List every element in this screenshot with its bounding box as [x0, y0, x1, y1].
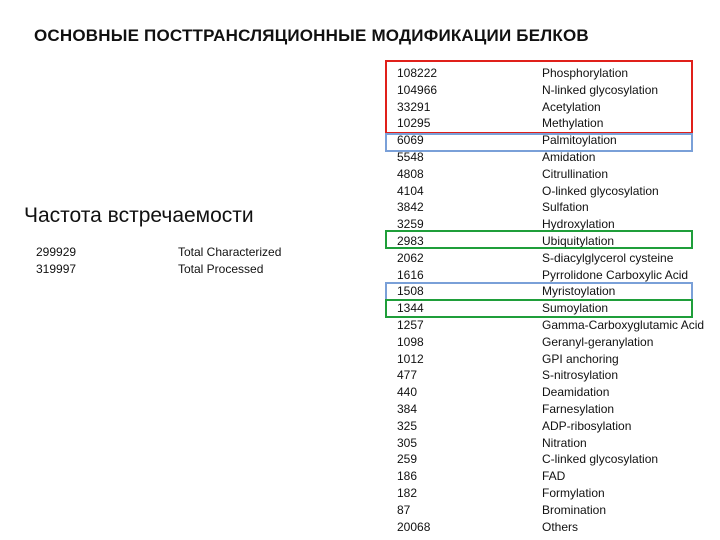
- modification-name: Sulfation: [542, 200, 589, 215]
- modification-name: C-linked glycosylation: [542, 452, 659, 467]
- total-row-processed: [36, 261, 296, 278]
- modification-count: 1508: [397, 284, 424, 299]
- modification-row: [397, 283, 720, 300]
- modification-count: 6069: [397, 133, 424, 148]
- modification-count: 4104: [397, 183, 424, 198]
- modification-row: [397, 418, 720, 435]
- modification-count: 33291: [397, 99, 431, 114]
- frequency-subtitle: Частота встречаемости: [24, 204, 254, 227]
- modification-row: [397, 132, 720, 149]
- modification-row: [397, 166, 720, 183]
- modification-count: 10295: [397, 116, 431, 131]
- modification-name: Hydroxylation: [542, 217, 615, 232]
- modification-count: 4808: [397, 166, 424, 181]
- modification-row: [397, 183, 720, 200]
- modification-count: 2062: [397, 250, 424, 265]
- modification-count: 1616: [397, 267, 424, 282]
- modification-row: [397, 451, 720, 468]
- modification-count: 87: [397, 502, 411, 517]
- total-label: Total Processed: [178, 262, 264, 276]
- modification-name: Ubiquitylation: [542, 233, 615, 248]
- modification-row: [397, 233, 720, 250]
- modification-count: 259: [397, 452, 418, 467]
- modification-count: 477: [397, 368, 418, 383]
- modification-count: 1012: [397, 351, 424, 366]
- modification-row: [397, 519, 720, 536]
- modification-name: Acetylation: [542, 99, 601, 114]
- modification-name: Pyrrolidone Carboxylic Acid: [542, 267, 689, 282]
- total-row-characterized: [36, 244, 296, 261]
- modification-name: S-nitrosylation: [542, 368, 619, 383]
- modification-name: Formylation: [542, 485, 605, 500]
- modification-row: [397, 199, 720, 216]
- modification-name: Nitration: [542, 435, 587, 450]
- modification-name: Citrullination: [542, 166, 609, 181]
- modification-row: [397, 65, 720, 82]
- modification-count: 5548: [397, 149, 424, 164]
- modification-row: [397, 267, 720, 284]
- modification-row: [397, 250, 720, 267]
- modification-row: [397, 367, 720, 384]
- modification-row: [397, 82, 720, 99]
- modification-row: [397, 334, 720, 351]
- modification-count: 108222: [397, 66, 438, 80]
- modification-count: 104966: [397, 82, 438, 97]
- modification-count: 305: [397, 435, 418, 450]
- modification-count: 186: [397, 469, 418, 484]
- modification-name: GPI anchoring: [542, 351, 619, 366]
- modification-name: Phosphorylation: [542, 66, 629, 80]
- total-label: Total Characterized: [178, 245, 282, 259]
- modification-name: FAD: [542, 469, 566, 484]
- modification-name: O-linked glycosylation: [542, 183, 659, 198]
- modification-name: Bromination: [542, 502, 607, 517]
- modification-count: 2983: [397, 233, 424, 248]
- modification-name: S-diacylglycerol cysteine: [542, 250, 674, 265]
- modification-row: [397, 351, 720, 368]
- modification-name: Sumoylation: [542, 301, 609, 316]
- modification-count: 440: [397, 385, 418, 400]
- modification-row: [397, 216, 720, 233]
- total-value: 319997: [36, 262, 77, 276]
- modification-row: [397, 99, 720, 116]
- modification-row: [397, 468, 720, 485]
- modification-count: 325: [397, 418, 418, 433]
- modification-name: Amidation: [542, 149, 596, 164]
- modification-count: 3259: [397, 217, 424, 232]
- modification-name: Methylation: [542, 116, 604, 131]
- modification-row: [397, 384, 720, 401]
- modification-row: [397, 149, 720, 166]
- modification-count: 182: [397, 485, 418, 500]
- modification-count: 1257: [397, 317, 424, 332]
- modification-row: [397, 115, 720, 132]
- modification-row: [397, 401, 720, 418]
- modification-list: [397, 65, 720, 535]
- modification-name: Gamma-Carboxyglutamic Acid: [542, 317, 705, 332]
- modification-name: Others: [542, 519, 579, 534]
- modification-row: [397, 300, 720, 317]
- modification-row: [397, 502, 720, 519]
- modification-name: Deamidation: [542, 385, 610, 400]
- totals-block: [36, 244, 296, 278]
- modification-name: Myristoylation: [542, 284, 616, 299]
- page-title: ОСНОВНЫЕ ПОСТТРАНСЛЯЦИОННЫЕ МОДИФИКАЦИИ БЕЛКОВ: [34, 26, 589, 45]
- modification-count: 1344: [397, 301, 424, 316]
- modification-name: Farnesylation: [542, 401, 615, 416]
- modification-count: 1098: [397, 334, 424, 349]
- modification-name: ADP-ribosylation: [542, 418, 632, 433]
- modification-name: Geranyl-geranylation: [542, 334, 654, 349]
- modification-row: [397, 485, 720, 502]
- modification-row: [397, 435, 720, 452]
- modification-name: N-linked glycosylation: [542, 82, 659, 97]
- modification-name: Palmitoylation: [542, 133, 617, 148]
- total-value: 299929: [36, 245, 77, 259]
- modification-count: 3842: [397, 200, 424, 215]
- modification-row: [397, 317, 720, 334]
- modification-count: 20068: [397, 519, 431, 534]
- modification-count: 384: [397, 401, 418, 416]
